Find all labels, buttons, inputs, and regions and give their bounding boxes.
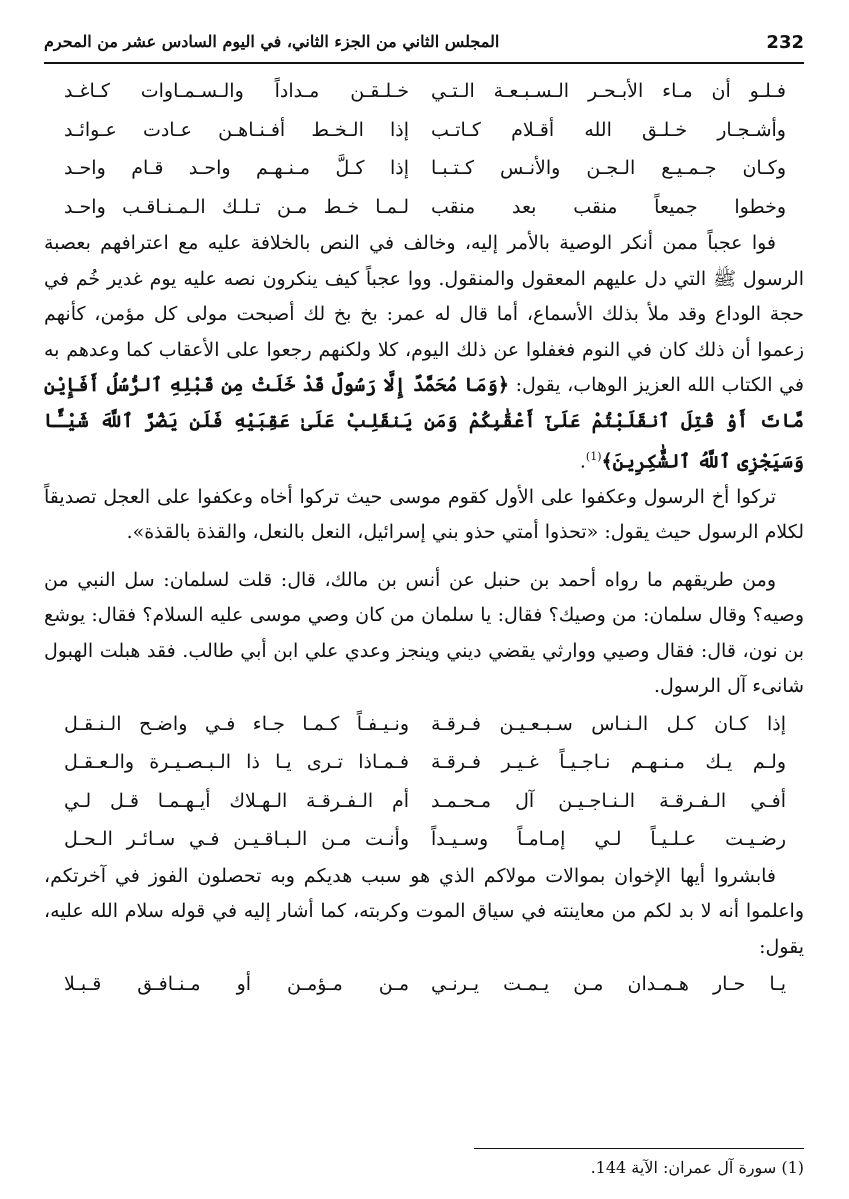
book-page — [44, 28, 804, 1178]
verse-second-hemistich: إذا كـلَّ مـنـهـم واحـد قـام واحـد — [64, 157, 409, 179]
quran-verse: ﴿وَمَا مُحَمَّدٌ إِلَّا رَسُولٌ قَدْ خَلَتْ مِن قَبْلِهِ ٱلرُّسُلُ أَفَإِيْن مَّاتَ أَوْ قُتِلَ ٱنقَلَبْتُمْ عَلَىٰٓ أَعْقَٰبِكُمْ وَمَن يَنقَلِبْ عَلَىٰ عَقِبَيْهِ فَلَن يَضُرَّ ٱللَّهَ شَيْـًٔا وَسَيَجْزِى ٱللَّهُ ٱلشَّٰكِرِينَ﴾ — [44, 374, 804, 473]
paragraph-wasiyya — [44, 226, 804, 480]
verse-first-hemistich: فـلـو أن مـاء الأبـحـر الـسـبـعـة الـتـي — [431, 80, 786, 102]
verse-second-hemistich: خـلـقـن مـداداً والـسـمـاوات كـاغـد — [64, 80, 409, 102]
verse-second-hemistich: إذا الـخـط أفـنـاهـن عـادت عـوائـد — [64, 118, 409, 141]
verse-first-hemistich: إذا كـان كـل الـنـاس سـبـعـيـن فـرقـة — [431, 712, 786, 735]
verse-line — [44, 782, 804, 821]
page-body — [44, 72, 804, 1004]
verse-line — [44, 820, 804, 859]
verse-line — [44, 705, 804, 744]
poem-block-3 — [44, 965, 804, 1004]
verse-second-hemistich: ونـيـفـاً كـمـا جـاء فـي واضـح الـنـقـل — [64, 712, 409, 735]
paragraph-gap — [44, 551, 804, 563]
page-number: 232 — [766, 32, 804, 53]
paragraph-text: فوا عجباً ممن أنكر الوصية بالأمر إليه، وخالف في النص بالخلافة عليه مع اعترافهم بعصبة الرسول ﷺ التي دل عليهم المعقول والمنقول. ووا عجباً كيف ينكرون نصه عليه يوم غدير خُم في حجة الوداع وقد ملأ بذلك الأسماع، أما قال له عمر: بخ بخ لك أصبحت مولى كل مؤمن، كأنهم زعموا أن ذلك كان في النوم فغفلوا عن ذلك اليوم، كلا ولكنهم رجعوا على الأعقاب كما وعدهم به في الكتاب الله العزيز الوهاب، يقول: — [44, 232, 804, 396]
verse-second-hemistich: أم الـفـرقـة الـهـلاك أيـهـمـا قـل لـي — [64, 789, 409, 812]
poem-block-1 — [44, 72, 804, 226]
paragraph-musa: تركوا أخ الرسول وعكفوا على الأول كقوم موسى حيث تركوا أخاه وعكفوا على العجل تصديقاً لكلام الرسول حيث يقول: «تحذوا أمتي حذو بني إسرائيل، النعل بالنعل، والقذة بالقذة». — [44, 485, 804, 544]
verse-second-hemistich: لـمـا خـط مـن تـلـك الـمـنـاقـب واحـد — [64, 195, 409, 218]
verse-line — [44, 188, 804, 227]
page-header — [44, 28, 804, 64]
footnote: (1) سورة آل عمران: الآية 144. — [590, 1158, 804, 1177]
verse-line — [44, 72, 804, 111]
paragraph-salman: ومن طريقهم ما رواه أحمد بن حنبل عن أنس بن مالك، قال: قلت لسلمان: سل النبي من وصيه؟ وقال سلمان: من وصيك؟ فقال: يا سلمان من كان وصي موسى عليه السلام؟ فقال: يوشع بن نون، قال: فقال وصيي ووارثي يقضي ديني وينجز وعدي علي ابن أبي طالب. فقد هبلت الهبول شانىء آل الرسول. — [44, 568, 804, 698]
poem-block-2 — [44, 705, 804, 859]
verse-second-hemistich: وأنـت مـن الـبـاقـيـن فـي سـائـر الـحـل — [64, 828, 409, 851]
running-title: المجلس الثاني من الجزء الثاني، في اليوم السادس عشر من المحرم — [44, 32, 500, 51]
verse-first-hemistich: رضـيـت عـلـيـاً لـي إمـامـاً وسـيـداً — [431, 828, 786, 851]
footnote-reference: (1) — [585, 450, 602, 463]
verse-first-hemistich: وأشـجـار خـلـق الله أقـلام كـاتـب — [431, 118, 786, 141]
verse-line — [44, 149, 804, 188]
verse-first-hemistich: أفـي الـفـرقـة الـنـاجـيـن آل مـحـمـد — [431, 789, 786, 812]
paragraph-conclusion: فابشروا أيها الإخوان بموالات مولاكم الذي هو سبب هديكم وبه تحصلون الفوز في آخرتكم، واعلموا أنه لا بد لكم من معاينته في سياق الموت وكربته، كما أشار إليه في قوله سلام الله عليه، يقول: — [44, 864, 804, 958]
verse-first-hemistich: ولـم يـك مـنـهـم نـاجـيـاً غـيـر فـرقـة — [431, 751, 786, 774]
verse-second-hemistich: مـن مـؤمـن أو مـنـافـق قـبـلا — [64, 973, 409, 996]
verse-second-hemistich: فـمـاذا تـرى يـا ذا الـبـصـيـرة والـعـقـل — [64, 751, 409, 774]
verse-first-hemistich: وخطوا جميعاً منقب بعد منقب — [431, 195, 786, 218]
verse-line — [44, 111, 804, 150]
footnote-divider — [474, 1148, 804, 1149]
paragraph-end: . — [579, 450, 586, 473]
verse-line — [44, 965, 804, 1004]
verse-first-hemistich: يـا حـار هـمـدان مـن يـمـت يـرنـي — [431, 973, 786, 996]
verse-first-hemistich: وكـان جـمـيـع الـجـن والأنـس كـتـبـا — [431, 157, 786, 179]
verse-line — [44, 743, 804, 782]
